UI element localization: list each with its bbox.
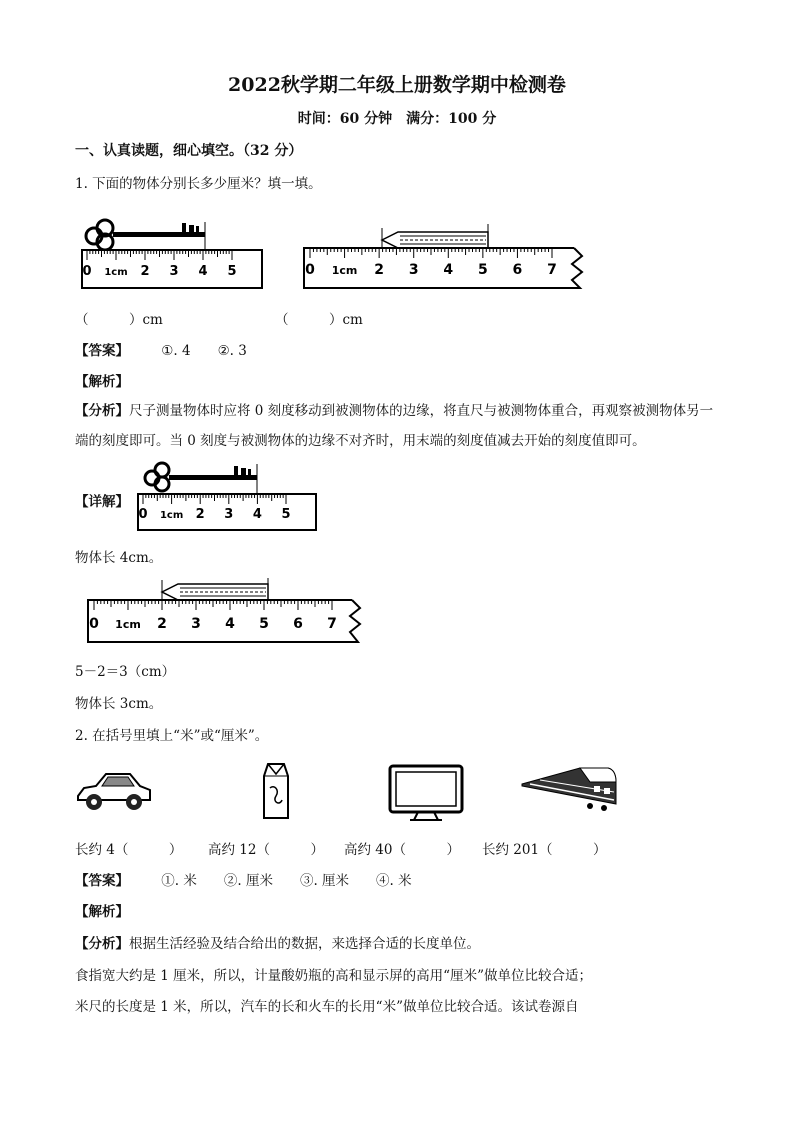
ruler-label: 1cm bbox=[115, 618, 141, 631]
page-title: 2022秋学期二年级上册数学期中检测卷 bbox=[228, 74, 566, 96]
exam-info: 时间：60 分钟 满分：100 分 bbox=[297, 111, 497, 127]
key-icon bbox=[86, 220, 205, 250]
ruler-label: 0 bbox=[89, 616, 99, 632]
ruler-label: 2 bbox=[374, 262, 385, 278]
train-icon bbox=[520, 764, 620, 812]
detail-ruler-key-figure bbox=[136, 458, 322, 534]
answer-text: ①. 米 ②. 厘米 ③. 厘米 ④. 米 bbox=[161, 873, 412, 889]
ruler-key-figure bbox=[78, 212, 268, 294]
answer-blank-b: （ ）cm bbox=[275, 312, 363, 328]
ruler-label: 5 bbox=[477, 262, 488, 278]
answer-label: 【答案】 bbox=[75, 873, 129, 889]
answer-text: ①. 4 ②. 3 bbox=[161, 343, 247, 359]
ruler-label: 1cm bbox=[104, 267, 128, 278]
ruler-label: 5 bbox=[259, 616, 269, 632]
answer-label: 【答案】 bbox=[75, 343, 129, 359]
ruler-label: 4 bbox=[225, 616, 235, 632]
q2-item-bottle: 高约 12（ ） bbox=[208, 842, 324, 858]
analysis-paragraph bbox=[75, 396, 725, 456]
result-b: 物体长 3cm。 bbox=[75, 696, 163, 712]
analysis-paragraph bbox=[75, 932, 480, 952]
detail-label: 【详解】 bbox=[75, 494, 129, 510]
ruler-label: 0 bbox=[138, 507, 148, 522]
explanation-line-2: 米尺的长度是 1 米，所以，汽车的长和火车的长用“米”做单位比较合适。该试卷源自 bbox=[75, 999, 579, 1015]
q2-item-train: 长约 201（ ） bbox=[482, 842, 607, 858]
ruler-body bbox=[304, 248, 582, 288]
q2-item-monitor: 高约 40（ ） bbox=[344, 842, 460, 858]
ruler-label: 0 bbox=[305, 262, 315, 278]
question-2-stem: 2. 在括号里填上“米”或“厘米”。 bbox=[75, 728, 269, 744]
monitor-icon bbox=[388, 764, 464, 822]
analysis-label: 【分析】 bbox=[75, 936, 129, 952]
analysis-text: 尺子测量物体时应将 0 刻度移动到被测物体的边缘，将直尺与被测物体重合，再观察被测物体另一端的刻度即可。当 0 刻度与被测物体的边缘不对齐时，用末端的刻度值减去开始的刻度值即可。 bbox=[75, 403, 714, 449]
detail-ruler-pencil-figure bbox=[84, 574, 368, 648]
ruler-body bbox=[88, 600, 360, 642]
ruler-label: 0 bbox=[82, 264, 92, 279]
ruler-label: 4 bbox=[252, 507, 262, 522]
ruler-label: 3 bbox=[408, 262, 419, 278]
key-icon bbox=[145, 463, 257, 494]
ruler-label: 6 bbox=[512, 262, 523, 278]
analysis-text: 根据生活经验及结合给出的数据，来选择合适的长度单位。 bbox=[129, 936, 480, 952]
explanation-line-1: 食指宽大约是 1 厘米，所以，计量酸奶瓶的高和显示屏的高用“厘米”做单位比较合适； bbox=[75, 968, 592, 984]
ruler-label: 7 bbox=[327, 616, 337, 632]
ruler-label: 7 bbox=[547, 262, 557, 278]
ruler-label: 3 bbox=[224, 507, 234, 522]
ruler-label: 3 bbox=[191, 616, 201, 632]
ruler-label: 6 bbox=[293, 616, 303, 632]
ruler-pencil-figure bbox=[300, 212, 590, 294]
question-1-stem: 1. 下面的物体分别长多少厘米？填一填。 bbox=[75, 176, 322, 192]
car-icon bbox=[74, 766, 154, 816]
solution-label: 【解析】 bbox=[75, 904, 129, 920]
pencil-icon bbox=[382, 224, 488, 248]
ruler-label: 3 bbox=[169, 264, 179, 279]
ruler-label: 5 bbox=[281, 507, 291, 522]
result-a: 物体长 4cm。 bbox=[75, 550, 163, 566]
ruler-label: 2 bbox=[140, 264, 150, 279]
answer-blank-a: （ ）cm bbox=[75, 312, 163, 328]
yogurt-bottle-icon bbox=[258, 760, 294, 820]
ruler-body bbox=[138, 494, 316, 530]
analysis-label: 【分析】 bbox=[75, 403, 129, 419]
ruler-label: 4 bbox=[443, 262, 454, 278]
section-heading: 一、认真读题，细心填空。（32 分） bbox=[75, 143, 303, 159]
q2-item-car: 长约 4（ ） bbox=[75, 842, 183, 858]
ruler-body bbox=[82, 250, 262, 288]
ruler-label: 2 bbox=[157, 616, 167, 632]
ruler-label: 1cm bbox=[331, 264, 358, 277]
ruler-label: 2 bbox=[195, 507, 205, 522]
pencil-icon bbox=[162, 578, 268, 600]
ruler-label: 4 bbox=[198, 264, 208, 279]
ruler-label: 5 bbox=[227, 264, 237, 279]
solution-label: 【解析】 bbox=[75, 374, 129, 390]
calculation: 5－2＝3（cm） bbox=[75, 664, 176, 680]
ruler-label: 1cm bbox=[159, 510, 184, 521]
